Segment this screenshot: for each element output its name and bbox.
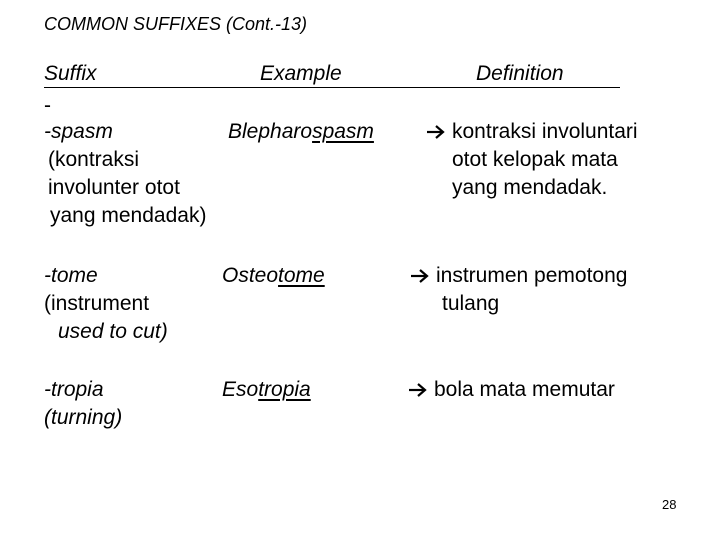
row-2-example-root: tome	[278, 264, 325, 287]
header-underline	[44, 87, 620, 88]
row-3-suffix: -tropia	[44, 378, 104, 401]
row-1-gloss-line-1: (kontraksi	[48, 148, 140, 171]
row-1-gloss-line-3: yang mendadak)	[50, 204, 207, 227]
header-suffix: Suffix	[44, 62, 97, 85]
row-1-definition-line-2: otot kelopak mata	[452, 148, 618, 171]
row-3-gloss-line-1: (turning)	[44, 406, 123, 429]
row-2-gloss-line-1: (instrument	[44, 292, 150, 315]
row-1-definition-line-1: kontraksi involuntari	[426, 120, 638, 144]
row-2-definition-line-1: instrumen pemotong	[410, 264, 627, 288]
row-1-gloss-line-2: involunter otot	[48, 176, 180, 199]
row-3-example-root: tropia	[258, 378, 311, 401]
row-1-definition-line-3: yang mendadak.	[452, 176, 608, 199]
row-2-definition-line-2: tulang	[442, 292, 500, 315]
row-3-definition-line-1: bola mata memutar	[408, 378, 615, 402]
right-arrow-icon	[426, 120, 446, 144]
right-arrow-icon	[408, 378, 428, 402]
header-example: Example	[260, 62, 342, 85]
row-1-example-prefix: Blepharo	[228, 120, 313, 143]
page-number: 28	[662, 497, 677, 512]
slide-title: COMMON SUFFIXES (Cont.-13)	[44, 14, 308, 34]
row-1-example-root: spasm	[312, 120, 374, 143]
row-3-example-prefix: Eso	[222, 378, 259, 401]
row-2-suffix: -tome	[44, 264, 98, 287]
row-1-suffix: -spasm	[44, 120, 113, 143]
row-2-gloss-line-2: used to cut)	[58, 320, 168, 343]
row-2-example-prefix: Osteo	[222, 264, 279, 287]
row-1-dash: -	[44, 94, 51, 117]
right-arrow-icon	[410, 264, 430, 288]
row-1-example	[228, 120, 374, 144]
row-3-example	[222, 378, 311, 402]
header-definition: Definition	[476, 62, 564, 85]
row-2-example	[222, 264, 325, 288]
